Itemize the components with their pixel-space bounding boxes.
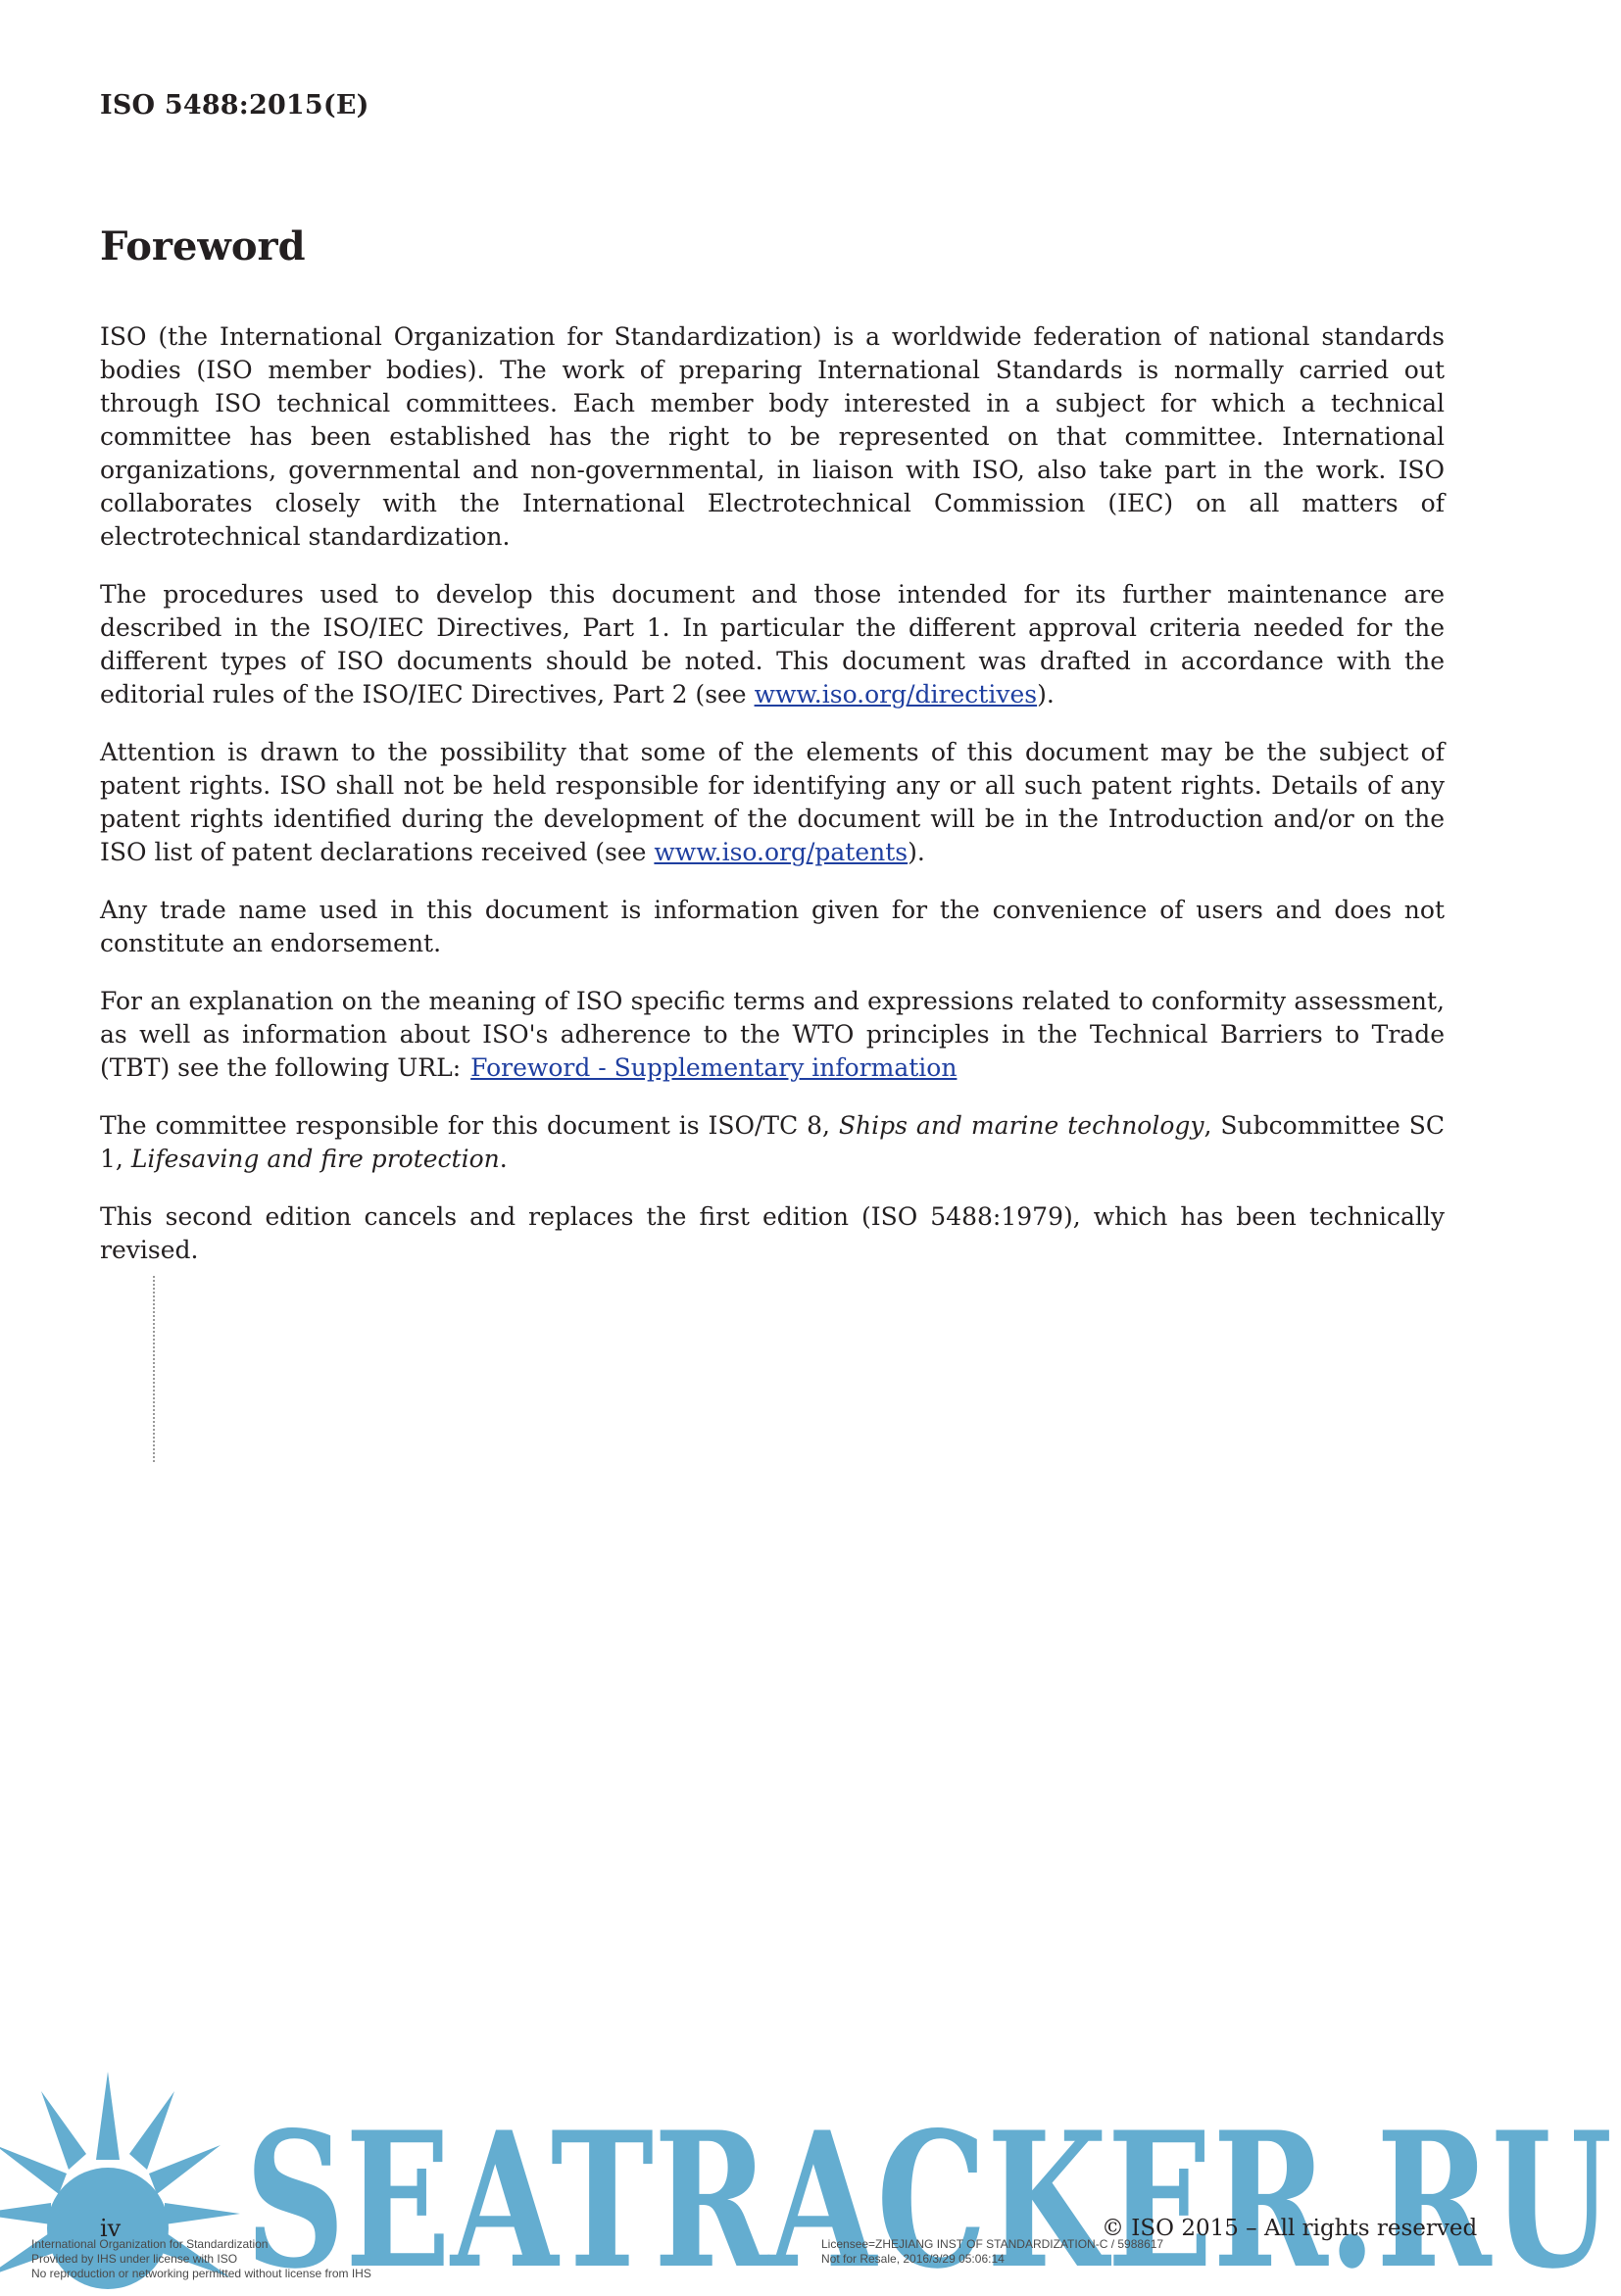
subcommittee-text: , Subcommittee SC 1, [100, 1111, 1445, 1173]
section-title: Foreword [100, 223, 306, 269]
dotted-margin-marker [153, 1276, 155, 1462]
explanation-text: For an explanation on the meaning of ISO specific terms and expressions related to conformity assessment, as well as information about ISO's adherence to the WTO principles in the Technical Barriers to Trade (TBT) see the following URL: [100, 987, 1445, 1082]
procedures-text: The procedures used to develop this document and those intended for its further maintenance are described in the ISO/IEC Directives, Part 1. In particular the different approval criteria needed for the different types of ISO documents should be noted. This document was drafted in accordance with the editorial rules of the ISO/IEC Directives, Part 2 (see [100, 580, 1445, 708]
paragraph-iso-intro: ISO (the International Organization for Standardization) is a worldwide federation of national standards bodies (ISO member bodies). The work of preparing International Standards is normally carried out through ISO technical committees. Each member body interested in a subject for which a technical committee has been established has the right to be represented on that committee. International organizations, governmental and non-governmental, in liaison with ISO, also take part in the work. ISO collaborates closely with the International Electrotechnical Commission (IEC) on all matters of electrotechnical standardization. [100, 322, 1445, 551]
license-line: No reproduction or networking permitted without license from IHS [31, 2267, 371, 2280]
paragraph-edition: This second edition cancels and replaces the first edition (ISO 5488:1979), which has been technically revised. [100, 1202, 1445, 1264]
license-notice-right [821, 2237, 1163, 2267]
committee-end: . [499, 1145, 508, 1173]
procedures-end: ). [1037, 680, 1055, 708]
license-line: International Organization for Standardization [31, 2237, 269, 2251]
paragraph-patents [100, 736, 1445, 869]
committee-name: Ships and marine technology [838, 1111, 1204, 1140]
paragraph-trade-name: Any trade name used in this document is information given for the convenience of users and does not constitute an endorsement. [100, 896, 1445, 957]
document-id: ISO 5488:2015(E) [100, 90, 369, 121]
patents-text: Attention is drawn to the possibility that some of the elements of this document may be the subject of patent rights. ISO shall not be held responsible for identifying any or all such patent rights. Details of any patent rights identified during the development of the document will be in the Introduction and/or on the ISO list of patent declarations received (see [100, 738, 1445, 866]
paragraph-procedures [100, 578, 1445, 711]
page-number: iv [100, 2215, 122, 2242]
directives-link[interactable]: www.iso.org/directives [754, 680, 1038, 708]
patents-link[interactable]: www.iso.org/patents [654, 838, 909, 866]
committee-text: The committee responsible for this document is ISO/TC 8, [100, 1111, 839, 1140]
foreword-body [100, 320, 1445, 1292]
license-line: Not for Resale, 2016/3/29 05:06:14 [821, 2252, 1005, 2266]
patents-end: ). [908, 838, 925, 866]
license-line: Provided by IHS under license with ISO [31, 2252, 238, 2266]
copyright-notice: © ISO 2015 – All rights reserved [1102, 2216, 1478, 2241]
paragraph-explanation [100, 985, 1445, 1085]
supplementary-info-link[interactable]: Foreword - Supplementary information [470, 1053, 958, 1082]
license-notice-left [31, 2237, 371, 2281]
watermark-text: SEATRACKER.RU [245, 2091, 1612, 2292]
license-line: Licensee=ZHEJIANG INST OF STANDARDIZATION-C / 5988617 [821, 2237, 1164, 2251]
paragraph-committee [100, 1109, 1445, 1176]
subcommittee-name: Lifesaving and fire protection [130, 1145, 500, 1173]
